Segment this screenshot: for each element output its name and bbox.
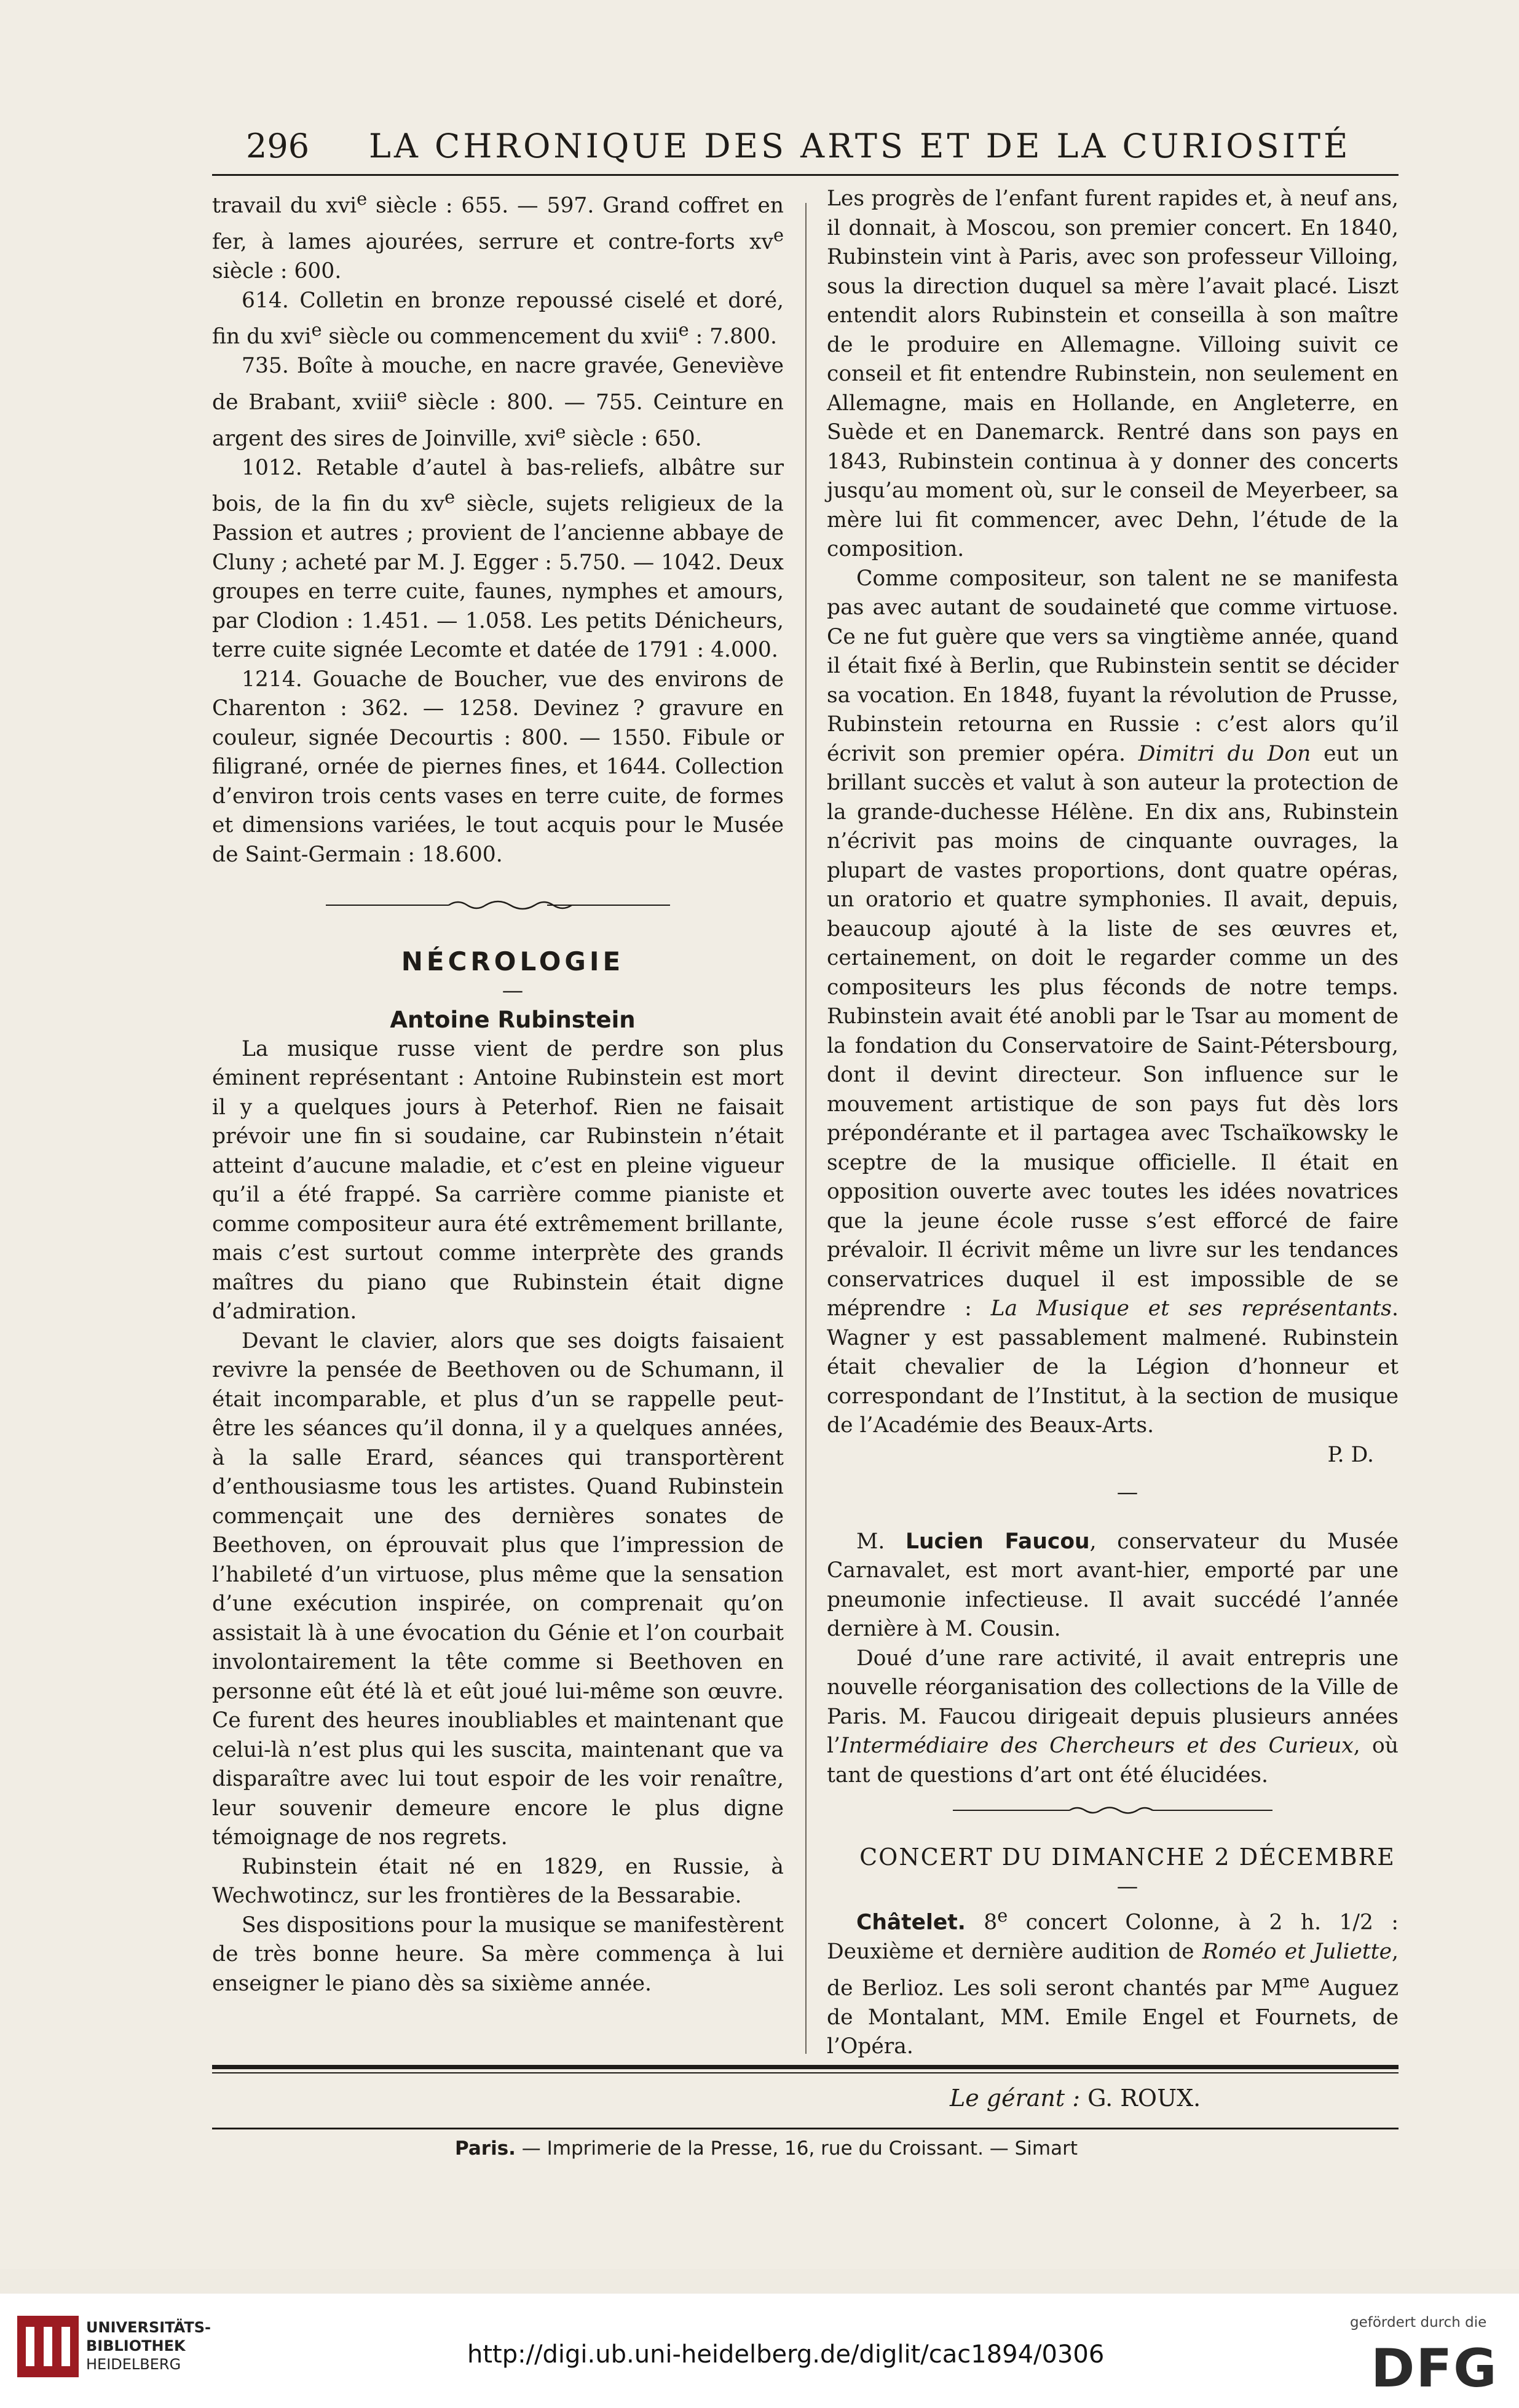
- page-number: 296: [246, 127, 310, 165]
- ornament-divider-icon: [953, 1804, 1272, 1817]
- signature: P. D.: [1327, 1442, 1374, 1467]
- sale-paragraph: 735. Boîte à mouche, en nacre gravée, Geneviève de Brabant, xviii$^e$ siècle : 800. — 755. Ceinture en argent des sires de Joinville, xvi$^e$ siècle : 650.: [212, 354, 784, 451]
- funded-by-text: gefördert durch die: [1350, 2315, 1487, 2331]
- obituary-text: [212, 1035, 784, 1999]
- left-column: [212, 184, 784, 1998]
- dfg-logo: DFG: [1371, 2338, 1498, 2399]
- imprint-line: Paris. — Imprimerie de la Presse, 16, rue du Croissant. — Simart: [455, 2137, 1078, 2160]
- obituary-paragraph: Comme compositeur, son talent ne se manifesta pas avec autant de soudaineté que comme virtuose. Ce ne fut guère que vers sa vingtième année, quand il était fixé à Berlin, que Rubinstein sentit se décider sa vocation. En 1848, fuyant la révolution de Prusse, Rubinstein retourna en Russie : c’est alors qu’il écrivit son premier opéra. Dimitri du Don eut un brillant succès et valut à son auteur la protection de la grande-duchesse Hélène. En dix ans, Rubinstein n’écrivit pas moins de cinquante ouvrages, la plupart de vastes proportions, dont quatre opéras, un oratorio et quatre symphonies. Il avait, depuis, beaucoup ajouté à la liste de ses œuvres et, certainement, on doit le regarder comme un des compositeurs les plus féconds de notre temps. Rubinstein avait été anobli par le Tsar au moment de la fondation du Conservatoire de Saint-Pétersbourg, dont il devint directeur. Son influence sur le mouvement artistique de son pays fut dès lors prépondérante et il partagea avec Tschaïkowsky le sceptre de la musique officielle. Il était en opposition ouverte avec toutes les idées novatrices que la jeune école russe s’est efforcé de faire prévaloir. Il écrivit même un livre sur les tendances conservatrices duquel il est impossible de se méprendre : La Musique et ses représentants. Wagner y est passablement malmené. Rubinstein était chevalier de la Légion d’honneur et correspondant de l’Institut, à la section de musique de l’Académie des Beaux-Arts.: [827, 566, 1399, 1438]
- sale-paragraph: 1012. Retable d’autel à bas-reliefs, albâtre sur bois, de la fin du $xv^e$ siècle, sujets religieux de la Passion et autres ; provient de l’ancienne abbaye de Cluny ; acheté par M. J. Egger : 5.750. — 1042. Deux groupes en terre cuite, faunes, nymphes et amours, par Clodion : 1.451. — 1.058. Les petits Dénicheurs, terre cuite signée Lecomte et datée de 1791 : 4.000.: [212, 455, 784, 662]
- obituary-paragraph: Les progrès de l’enfant furent rapides et, à neuf ans, il donnait, à Moscou, son premier concert. En 1840, Rubinstein vint à Paris, avec son professeur Villoing, sous la direction duquel sa mère l’avait placé. Liszt entendit alors Rubinstein et conseilla à son maître de le produire en Allemagne. Villoing suivit ce conseil et fit entendre Rubinstein, non seulement en Allemagne, mais en Hollande, en Angleterre, en Suède et en Danemarck. Rentré dans son pays en 1843, Rubinstein continua à y donner des concerts jusqu’au moment où, sur le conseil de Meyerbeer, sa mère lui fit commencer, avec Dehn, l’étude de la composition.: [827, 186, 1399, 561]
- university-library-logo-icon: [17, 2316, 79, 2377]
- obituary-paragraph: Rubinstein était né en 1829, en Russie, à Wechwotincz, sur les frontières de la Bessarabie.: [212, 1854, 784, 1908]
- imprint-rule: [212, 2128, 1399, 2129]
- obituary-paragraph: Ses dispositions pour la musique se manifestèrent de très bonne heure. Sa mère commença à lui enseigner le piano dès sa sixième année.: [212, 1912, 784, 1996]
- digitization-footer: [0, 2294, 1519, 2408]
- permalink-url[interactable]: http://digi.ub.uni-heidelberg.de/diglit/cac1894/0306: [467, 2340, 1105, 2369]
- faucou-paragraph: M. Lucien Faucou, conservateur du Musée Carnavalet, est mort avant-hier, emporté par une pneumonie infectieuse. Il avait succédé l’année dernière à M. Cousin.: [827, 1529, 1399, 1641]
- faucou-notice: [827, 1527, 1399, 1791]
- ornament-divider-icon: [326, 897, 670, 913]
- necrology-heading: NÉCROLOGIE: [401, 946, 625, 976]
- gerant-line: Le gérant : G. ROUX.: [950, 2085, 1201, 2112]
- obituary-paragraph: Devant le clavier, alors que ses doigts faisaient revivre la pensée de Beethoven ou de Schumann, il était incomparable, et plus d’un se rappelle peut-être les séances qu’il donna, il y a quelques années, à la salle Erard, séances qui transportèrent d’enthousiasme tous les artistes. Quand Rubinstein commençait une des dernières sonates de Beethoven, on éprouvait plus que l’impression de l’habileté d’un virtuose, plus même que la sensation d’une exécution inspirée, on comprenait qu’on assistait là à une évocation du Génie et l’on courbait involontairement la tête comme si Beethoven en personne eût été là et eût joué lui-même son œuvre. Ce furent des heures inoubliables et maintenant que celui-là n’est plus qui les suscita, maintenant que va disparaître avec lui tout espoir de les voir renaître, leur souvenir demeure encore le plus digne témoignage de nos regrets.: [212, 1328, 784, 1850]
- obituary-paragraph: La musique russe vient de perdre son plus éminent représentant : Antoine Rubinstein est mort il y a quelques jours à Peterhof. Rien ne faisait prévoir une fin si soudaine, car Rubinstein n’était atteint d’aucune maladie, et c’est en pleine vigueur qu’il a été frappé. Sa carrière comme pianiste et comme compositeur aura été extrêmement brillante, mais c’est surtout comme interprète des grands maîtres du piano que Rubinstein était digne d’admiration.: [212, 1036, 784, 1324]
- header-rule: [212, 174, 1399, 176]
- concert-paragraph: Châtelet. 8e concert Colonne, à 2 h. 1/2 : Deuxième et dernière audition de Roméo et Juliette, de Berlioz. Les soli seront chantés par $M^{me}$ Auguez de Montalant, MM. Emile Engel et Fournets, de l’Opéra.: [827, 1905, 1399, 2059]
- sale-paragraph: travail du xvi$^e$ siècle : 655. — 597. Grand coffret en fer, à lames ajourées, serrure et contre-forts $xv^e$ siècle : 600.: [212, 188, 784, 283]
- faucou-paragraph: Doué d’une rare activité, il avait entrepris une nouvelle réorganisation des collections de la Ville de Paris. M. Faucou dirigeait depuis plusieurs années l’Intermédiaire des Chercheurs et des Curieux, où tant de questions d’art ont été élucidées.: [827, 1646, 1399, 1788]
- obituary-continued: [827, 184, 1399, 1441]
- section-dash: —: [1116, 1480, 1138, 1505]
- column-divider: [805, 203, 807, 2054]
- section-dash: —: [1116, 1874, 1138, 1899]
- running-title: LA CHRONIQUE DES ARTS ET DE LA CURIOSITÉ: [369, 127, 1351, 165]
- library-name: UNIVERSITÄTS- BIBLIOTHEK HEIDELBERG: [86, 2319, 211, 2373]
- section-dash: —: [502, 978, 524, 1003]
- bottom-rule-thick: [212, 2065, 1399, 2069]
- right-column: [827, 184, 1399, 2062]
- concert-heading: CONCERT DU DIMANCHE 2 DÉCEMBRE: [859, 1844, 1395, 1871]
- sale-list: [212, 184, 784, 869]
- sale-paragraph: 614. Colletin en bronze repoussé ciselé et doré, fin du xvi$^e$ siècle ou commencement du xvii$^e$ : 7.800.: [212, 288, 784, 349]
- page-header: [246, 123, 1402, 172]
- bottom-rule-thin: [212, 2072, 1399, 2073]
- sale-paragraph: 1214. Gouache de Boucher, vue des environs de Charenton : 362. — 1258. Devinez ? gravure en couleur, signée Decourtis : 800. — 1550. Fibule or filigrané, ornée de piernes fines, et 1644. Collection d’environ trois cents vases en terre cuite, de formes et dimensions variées, le tout acquis pour le Musée de Saint-Germain : 18.600.: [212, 667, 784, 867]
- obituary-title: Antoine Rubinstein: [390, 1007, 636, 1033]
